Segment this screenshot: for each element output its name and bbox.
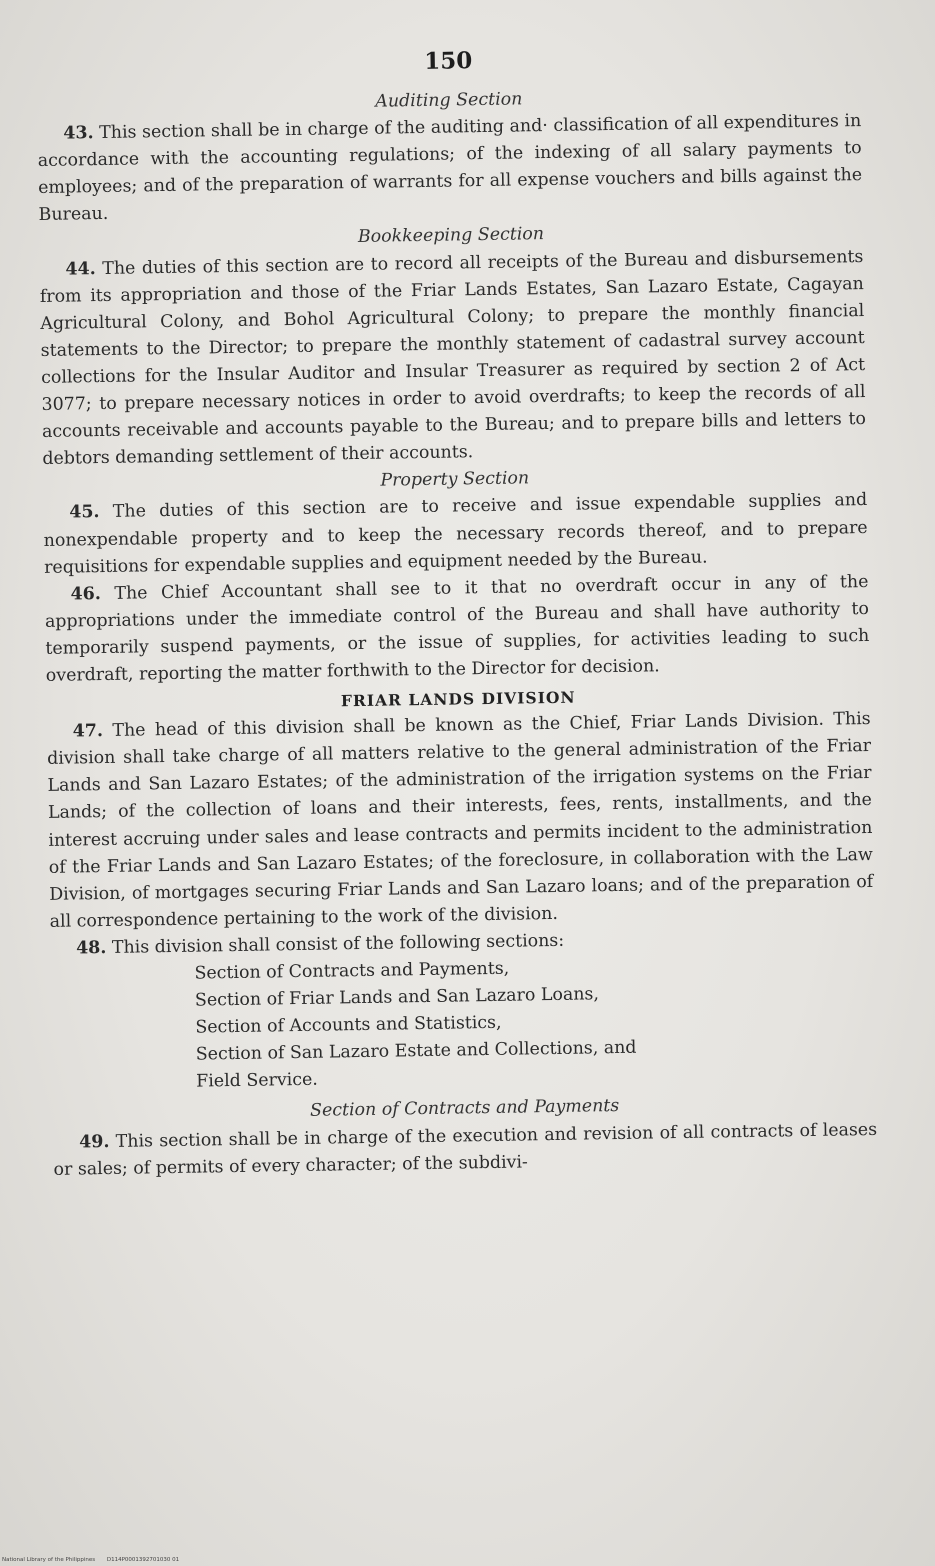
paragraph-text: This section shall be in charge of the execution and revision of all contracts of leases or sales; of permits of every character; of the subdivi-: [53, 1119, 878, 1180]
list-item: Section of San Lazaro Estate and Collections, and: [195, 1037, 637, 1065]
list-item: Field Service.: [196, 1070, 318, 1092]
paragraph-number: 49.: [79, 1131, 110, 1153]
paragraph-47: [47, 706, 874, 936]
paragraph-number: 43.: [63, 123, 94, 144]
paragraph-text: This division shall consist of the following sections:: [111, 930, 565, 958]
paragraph-number: 44.: [65, 258, 96, 280]
paragraph-46: [44, 569, 870, 690]
friar-lands-division-heading: FRIAR LANDS DIVISION: [340, 687, 576, 711]
scan-footer: [2, 1557, 179, 1564]
paragraph-text: This section shall be in charge of the auditing and· classification of all expenditures in accordance with the accounting regulations; of the indexing of all salary payments to employees; and of the preparation of warrants for all expense vouchers and bills against the Bureau.: [37, 111, 863, 226]
paragraph-44: [39, 244, 866, 474]
paragraph-number: 47.: [72, 721, 104, 742]
paragraph-text: The Chief Accountant shall see to it that no overdraft occur in any of the appropriations under the immediate control of the Bureau and shall have authority to temporarily suspend payments, or the issue of supplies, for activities leading to such overdraft, reporting the matter forthwith to the Director for decision.: [44, 571, 870, 686]
footer-library-name: National Library of the Philippines: [2, 1557, 96, 1563]
contracts-section-heading: Section of Contracts and Payments: [309, 1096, 620, 1122]
division-sections-list: [194, 950, 876, 1096]
paragraph-43: [37, 108, 863, 229]
list-item: Section of Accounts and Statistics,: [195, 1012, 502, 1038]
list-item: Section of Contracts and Payments,: [194, 958, 510, 984]
list-item: Section of Friar Lands and San Lazaro Loans,: [194, 984, 600, 1011]
page-content: [36, 37, 878, 1184]
page-number: 150: [423, 47, 473, 75]
paragraph-text: The head of this division shall be known as the Chief, Friar Lands Division. This division shall take charge of all matters relative to the general administration of the Friar Lands and San Lazaro Estates; of the administration of the irrigation systems on the Friar Lands; of the collection of loans and their interests, fees, rents, installments, and the interest accruing under sales and lease contracts and permits incident to the administration of the Friar Lands and San Lazaro Estates; of the foreclosure, in collaboration with the Law Division, of mortgages securing Friar Lands and San Lazaro loans; and of the preparation of all correspondence pertaining to the work of the division.: [46, 709, 874, 932]
bookkeeping-section-heading: Bookkeeping Section: [357, 224, 545, 248]
paragraph-number: 48.: [75, 937, 107, 959]
paragraph-number: 45.: [69, 502, 100, 523]
footer-scan-code: D114P0001392701030 01: [106, 1557, 180, 1563]
paragraph-text: The duties of this section are to record all receipts of the Bureau and disbursements from its appropriation and those of the Friar Lands Estates, San Lazaro Estate, Cagayan Agricultural Colony, and Bohol Agricultural Colony; to prepare the monthly financial statements to the Director; to prepare the monthly statement of cadastral survey account collections for the Insular Auditor and Insular Treasurer as required by section 2 of Act 3077; to prepare necessary notices in order to avoid overdrafts; to keep the records of all accounts receivable and accounts payable to the Bureau; and to prepare bills and letters to debtors demanding settlement of their accounts.: [39, 246, 867, 470]
property-section-heading: Property Section: [380, 468, 530, 491]
paragraph-number: 46.: [70, 583, 101, 605]
auditing-section-heading: Auditing Section: [375, 89, 523, 112]
paragraph-text: The duties of this section are to receive and issue expendable supplies and nonexpendable property and to keep the necessary records thereof, and to prepare requisitions for expendable supplies and equipment needed by the Bureau.: [43, 490, 868, 578]
paragraph-49: [53, 1116, 878, 1183]
paragraph-45: [43, 487, 868, 581]
